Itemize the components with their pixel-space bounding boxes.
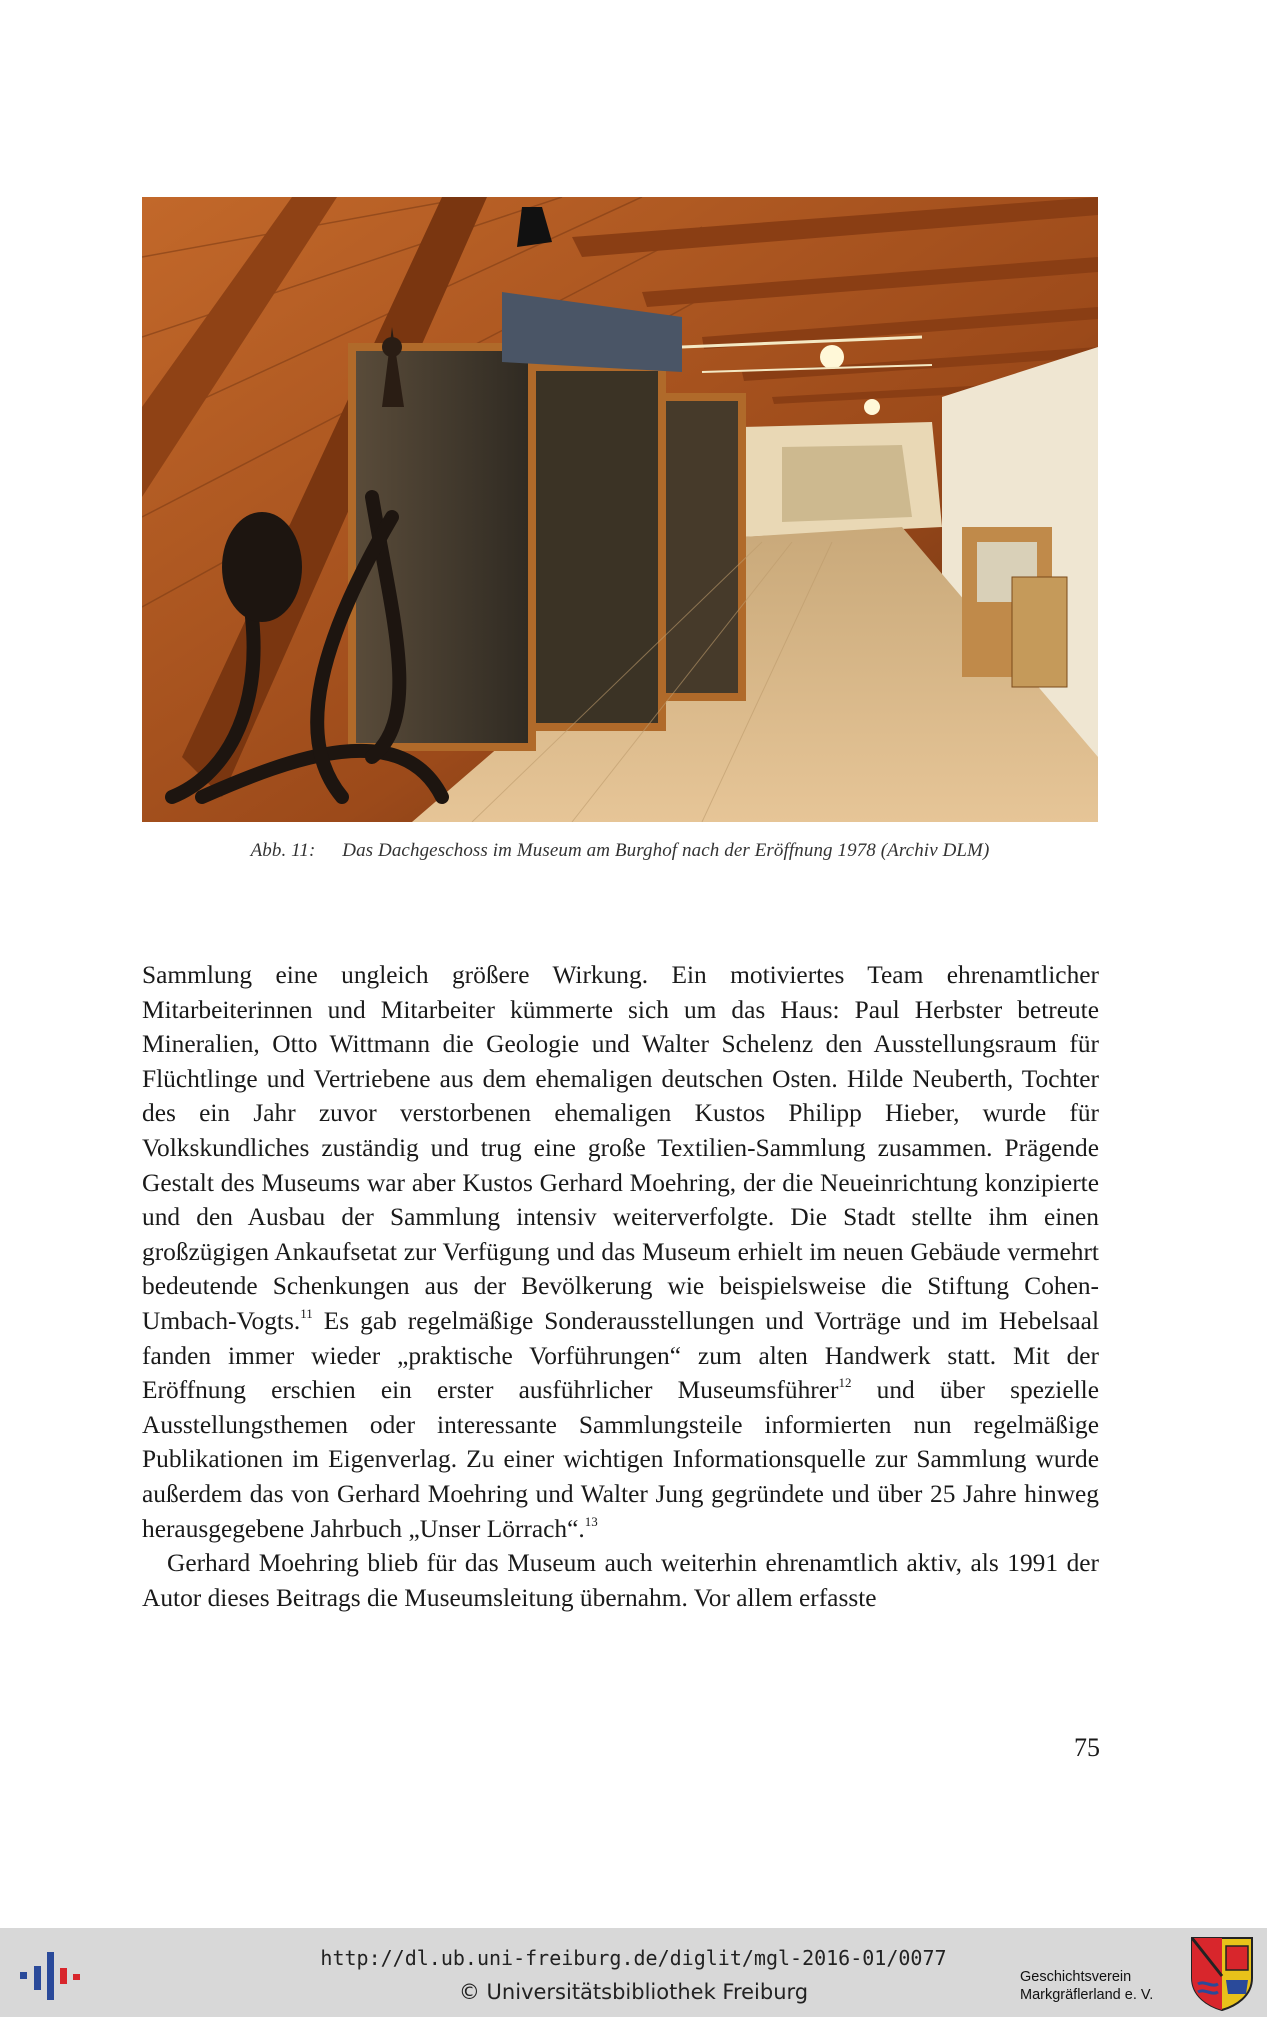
society-name-line-2: Markgräflerland e. V. xyxy=(1020,1987,1154,2003)
photo-illustration xyxy=(142,197,1098,822)
figure-label: Abb. 11: xyxy=(250,840,316,861)
footnote-ref-11[interactable]: 11 xyxy=(300,1305,313,1321)
footer-copyright: © Universitätsbibliothek Freiburg xyxy=(458,1980,809,2004)
paragraph-1-part-1: Sammlung eine ungleich größere Wirkung. Ein motiviertes Team ehrenamtlicher Mitarbeiterinnen und Mitarbeiter kümmerte sich um das Haus: Paul Herbster betreute Mineralien, Otto Wittmann die Geologie und Walter Schelenz den Ausstellungsraum für Flüchtlinge und Vertriebene aus dem ehemaligen deutschen Osten. Hilde Neuberth, Tochter des ein Jahr zuvor verstorbenen ehemaligen Kustos Philipp Hieber, wurde für Volkskundliches zuständig und trug eine große Textilien-Sammlung zusammen. Prägende Gestalt des Museums war aber Kustos Gerhard Moehring, der die Neueinrichtung konzipierte und den Ausbau der Sammlung intensiv weiterverfolgte. Die Stadt stellte ihm einen großzügigen Ankaufsetat zur Verfügung und das Museum erhielt im neuen Gebäude vermehrt bedeutende Schenkungen aus der Bevölkerung wie beispielsweise die Stiftung Cohen-Umbach-Vogts. xyxy=(142,961,1099,1335)
figure-caption xyxy=(142,840,1098,862)
footer-url-link[interactable]: http://dl.ub.uni-freiburg.de/diglit/mgl-2016-01/0077 xyxy=(320,1946,947,1970)
page-number: 75 xyxy=(1074,1733,1100,1762)
paragraph-1-part-2: Es gab regelmäßige Sonderausstellungen und Vorträge und im Hebelsaal fanden immer wieder „praktische Vorführungen“ zum alten Handwerk statt. Mit der Eröffnung erschien ein erster ausführlicher Museumsführer xyxy=(142,1306,1099,1405)
museum-attic-photo xyxy=(142,197,1098,822)
footer-bar xyxy=(0,1928,1267,2017)
body-text xyxy=(142,958,1099,1615)
paragraph-1 xyxy=(142,958,1099,1546)
paragraph-2: Gerhard Moehring blieb für das Museum auch weiterhin ehrenamtlich aktiv, als 1991 der Autor dieses Beitrags die Museumsleitung übernahm. Vor allem erfasste xyxy=(142,1549,1099,1612)
society-name xyxy=(1020,1968,1153,2004)
society-name-line-1: Geschichtsverein xyxy=(1020,1969,1132,1985)
coat-of-arms-icon xyxy=(1190,1936,1254,2012)
footnote-ref-12[interactable]: 12 xyxy=(838,1375,852,1391)
footnote-ref-13[interactable]: 13 xyxy=(584,1513,598,1529)
figure-caption-text: Das Dachgeschoss im Museum am Burghof nach der Eröffnung 1978 (Archiv DLM) xyxy=(342,840,990,861)
paragraph-1-part-3: und über spezielle Ausstellungsthemen oder interessante Sammlungsteile informierten nun regelmäßige Publikationen im Eigenverlag. Zu einer wichtigen Informationsquelle zur Sammlung wurde außerdem das von Gerhard Moehring und Walter Jung gegründete und über 25 Jahre hinweg herausgegebene Jahrbuch „Unser Lörrach“. xyxy=(142,1376,1099,1543)
